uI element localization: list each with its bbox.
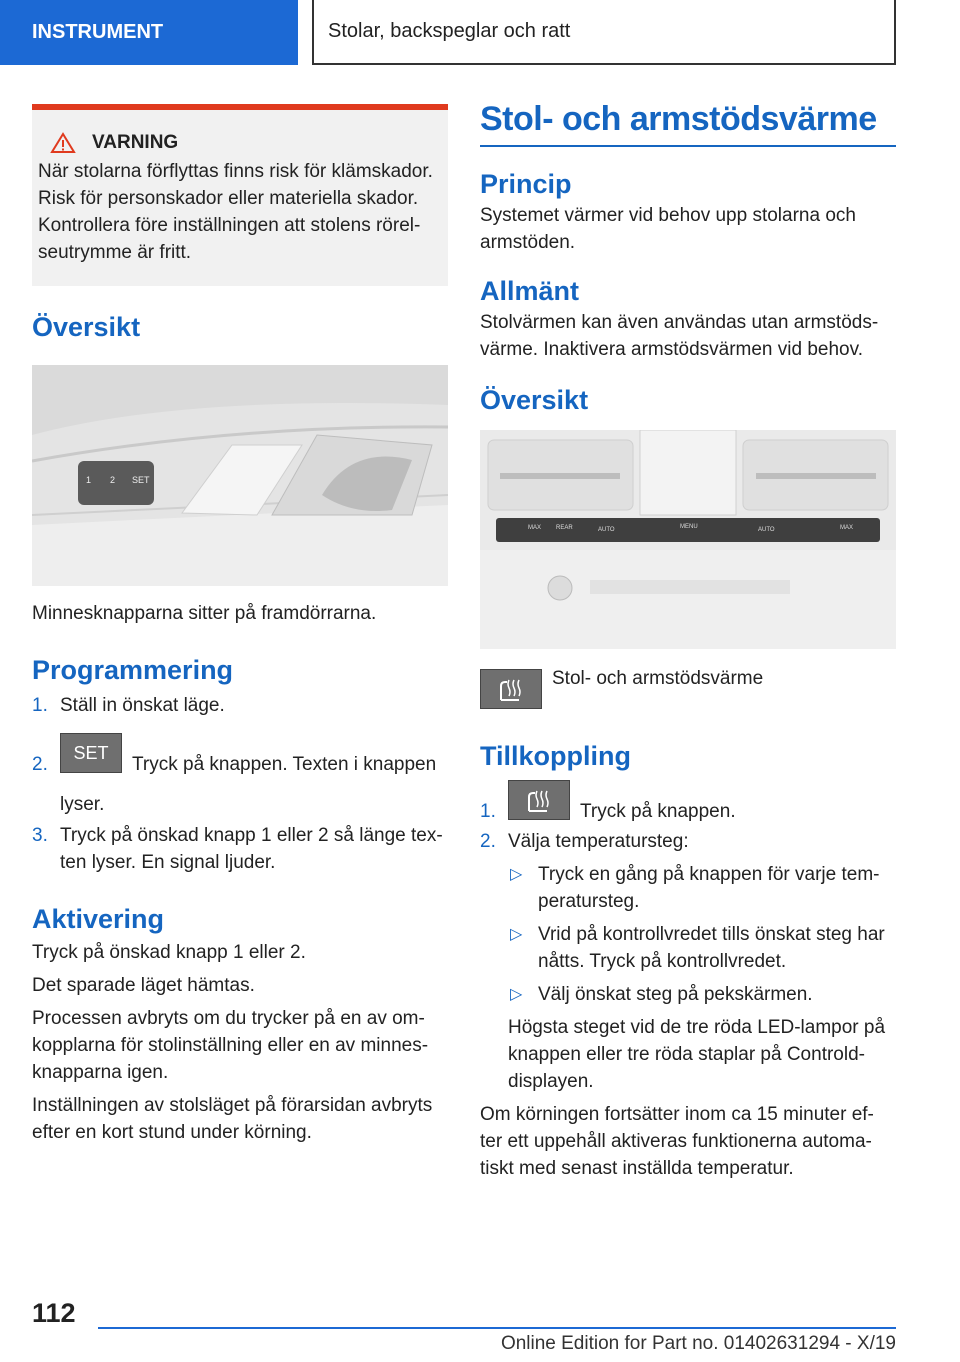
section-tab <box>0 0 298 65</box>
edition-text: Online Edition for Part no. 01402631294 - X/19 <box>500 1333 896 1354</box>
sub-steps <box>508 861 896 1008</box>
warning-line: Risk för personskador eller materiella skador. <box>38 188 419 209</box>
photo-key-1: 1 <box>86 475 92 485</box>
list-item <box>508 981 896 1008</box>
panel-label: AUTO <box>758 527 775 533</box>
step-text: Ställ in önskat läge. <box>60 695 225 716</box>
footer-divider <box>98 1327 896 1329</box>
principle-text: Systemet värmer vid behov upp stolarna och armstöden. <box>480 205 856 253</box>
step-text: Tryck på önskad knapp 1 eller 2 så länge tex-ten lyser. En signal ljuder. <box>60 825 443 873</box>
warning-line: seutrymme är fritt. <box>38 242 192 263</box>
list-item <box>32 733 448 815</box>
activation-para: Tryck på önskad knapp 1 eller 2. <box>32 942 306 963</box>
switching-heading: Tillkoppling <box>480 741 631 771</box>
activation-para: Processen avbryts om du trycker på en av om-kopplarna för stolinställning eller en av minnes-knapparna igen. <box>32 1008 429 1083</box>
seat-heating-button-icon <box>508 780 570 820</box>
photo-key-2: 2 <box>110 475 116 485</box>
warning-title <box>38 132 440 154</box>
icon-legend <box>480 669 896 709</box>
triangle-bullet-icon: ▷ <box>510 986 523 1003</box>
principle-heading: Princip <box>480 169 572 199</box>
activation-para: Inställningen av stolsläget på förarsidan avbryts efter en kort stund under körning. <box>32 1095 433 1143</box>
list-item <box>32 692 448 719</box>
step-number: 1. <box>32 695 48 716</box>
final-paragraph: Om körningen fortsätter inom ca 15 minuter ef-ter ett uppehåll aktiveras funktionerna automa-tiskt med senast inställda temperatur. <box>480 1104 874 1179</box>
section-label: INSTRUMENT <box>32 21 164 43</box>
programming-heading: Programmering <box>32 655 234 685</box>
general-text: Stolvärmen kan även användas utan armstöds-värme. Inaktivera armstödsvärmen vid behov. <box>480 312 879 360</box>
triangle-bullet-icon: ▷ <box>510 866 523 883</box>
triangle-bullet-icon: ▷ <box>510 926 523 943</box>
page-number: 112 <box>32 1298 76 1328</box>
step-text: Tryck på knappen. <box>580 801 736 822</box>
left-column <box>32 104 448 1146</box>
warning-triangle-icon <box>50 132 76 154</box>
chapter-title: Stolar, backspeglar och ratt <box>328 20 571 42</box>
panel-label: MENU <box>680 524 698 530</box>
sub-step-text: Vrid på kontrollvredet tills önskat steg har nåtts. Tryck på kontrollvredet. <box>538 924 885 972</box>
list-item <box>32 822 448 876</box>
seat-heating-icon <box>480 669 542 709</box>
panel-label: AUTO <box>598 527 615 533</box>
general-heading: Allmänt <box>480 276 580 306</box>
warning-line: När stolarna förflyttas finns risk för klämskador. <box>38 161 433 182</box>
right-column <box>480 100 896 1182</box>
main-heading: Stol- och armstödsvärme <box>480 100 896 147</box>
list-item <box>480 828 896 1095</box>
panel-label: MAX <box>528 525 542 531</box>
climate-panel-photo <box>480 430 896 649</box>
list-item <box>508 921 896 975</box>
list-item <box>508 861 896 915</box>
sub-step-text: Välj önskat steg på pekskärmen. <box>538 984 813 1005</box>
step-number: 1. <box>480 801 496 822</box>
set-button-icon: SET <box>60 733 122 773</box>
step-number: 2. <box>480 831 496 852</box>
photo-caption: Minnesknapparna sitter på framdörrarna. <box>32 603 377 624</box>
photo-key-set: SET <box>132 475 150 485</box>
warning-title-text: VARNING <box>92 132 179 153</box>
sub-step-text: Tryck en gång på knappen för varje tem-peratursteg. <box>538 864 880 912</box>
programming-steps <box>32 692 448 876</box>
panel-label: MAX <box>840 525 854 531</box>
icon-caption: Stol- och armstödsvärme <box>552 668 764 689</box>
warning-box <box>32 104 448 286</box>
warning-line: Kontrollera före inställningen att stolens rörel- <box>38 215 421 236</box>
list-item <box>480 780 896 820</box>
switching-steps <box>480 780 896 1095</box>
overview-heading-right: Översikt <box>480 385 589 415</box>
step-number: 2. <box>32 754 48 775</box>
door-memory-buttons-photo <box>32 365 448 586</box>
highest-step-note: Högsta steget vid de tre röda LED-lampor på knappen eller tre röda staplar på Controld-displayen. <box>508 1017 886 1092</box>
step-number: 3. <box>32 825 48 846</box>
page-header-title <box>312 0 896 65</box>
activation-para: Det sparade läget hämtas. <box>32 975 255 996</box>
activation-heading: Aktivering <box>32 904 165 934</box>
panel-label: REAR <box>556 525 573 531</box>
step-text: Välja temperatursteg: <box>508 831 689 852</box>
step-text: Tryck på knappen. Texten i knappen lyser. <box>60 754 437 815</box>
overview-heading-left: Översikt <box>32 312 141 342</box>
